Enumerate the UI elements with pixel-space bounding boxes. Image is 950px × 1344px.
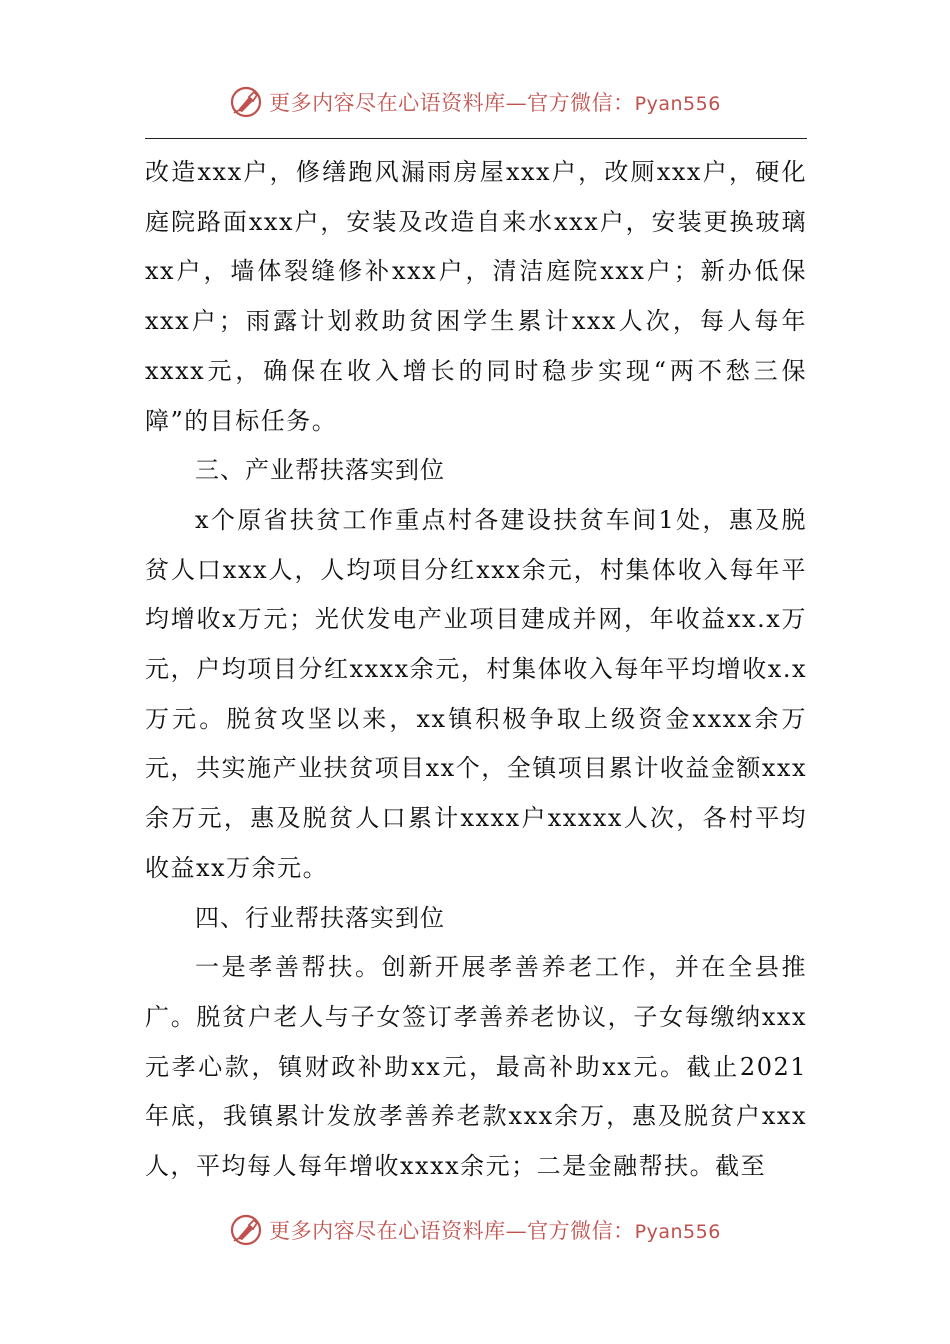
paragraph-sector-support: 一是孝善帮扶。创新开展孝善养老工作，并在全县推广。脱贫户老人与子女签订孝善养老协议，子女每缴纳xxx元孝心款，镇财政补助xx元，最高补助xx元。截止2021年底，我镇累计发放孝善养老款xxx余万，惠及脱贫户xxx人，平均每人每年增收xxxx余元；二是金融帮扶。截至: [145, 953, 807, 1181]
pen-nib-in-circle-icon: [229, 1213, 263, 1247]
page-footer-banner: [0, 1208, 950, 1252]
paragraph-industry-support: x个原省扶贫工作重点村各建设扶贫车间1处，惠及脱贫人口xxx人，人均项目分红xxx余元，村集体收入每年平均增收x万元；光伏发电产业项目建成并网，年收益xx.x万元，户均项目分红xxxx余元，村集体收入每年平均增收x.x万元。脱贫攻坚以来，xx镇积极争取上级资金xxxx余万元，共实施产业扶贫项目xx个，全镇项目累计收益金额xxx余万元，惠及脱贫人口累计xxxx户xxxxx人次，各村平均收益xx万余元。: [145, 505, 807, 882]
wechat-id: Pyan556: [634, 93, 721, 115]
section-heading-industry-support: 三、产业帮扶落实到位: [195, 456, 445, 485]
document-body: [145, 148, 807, 1192]
header-divider: [145, 138, 807, 139]
banner-text: 更多内容尽在心语资料库—官方微信：Pyan556: [269, 91, 721, 115]
paragraph-continuation: 改造xxx户，修缮跑风漏雨房屋xxx户，改厕xxx户，硬化庭院路面xxx户，安装及改造自来水xxx户，安装更换玻璃xx户，墙体裂缝修补xxx户，清洁庭院xxx户；新办低保xxx户；雨露计划救助贫困学生累计xxx人次，每人每年xxxx元，确保在收入增长的同时稳步实现“两不愁三保障”的目标任务。: [145, 158, 807, 435]
pen-nib-in-circle-icon: [229, 85, 263, 119]
wechat-id: Pyan556: [634, 1221, 721, 1243]
section-heading-sector-support: 四、行业帮扶落实到位: [195, 903, 445, 932]
page-header-banner: [0, 80, 950, 124]
banner-text: 更多内容尽在心语资料库—官方微信：Pyan556: [269, 1219, 721, 1243]
